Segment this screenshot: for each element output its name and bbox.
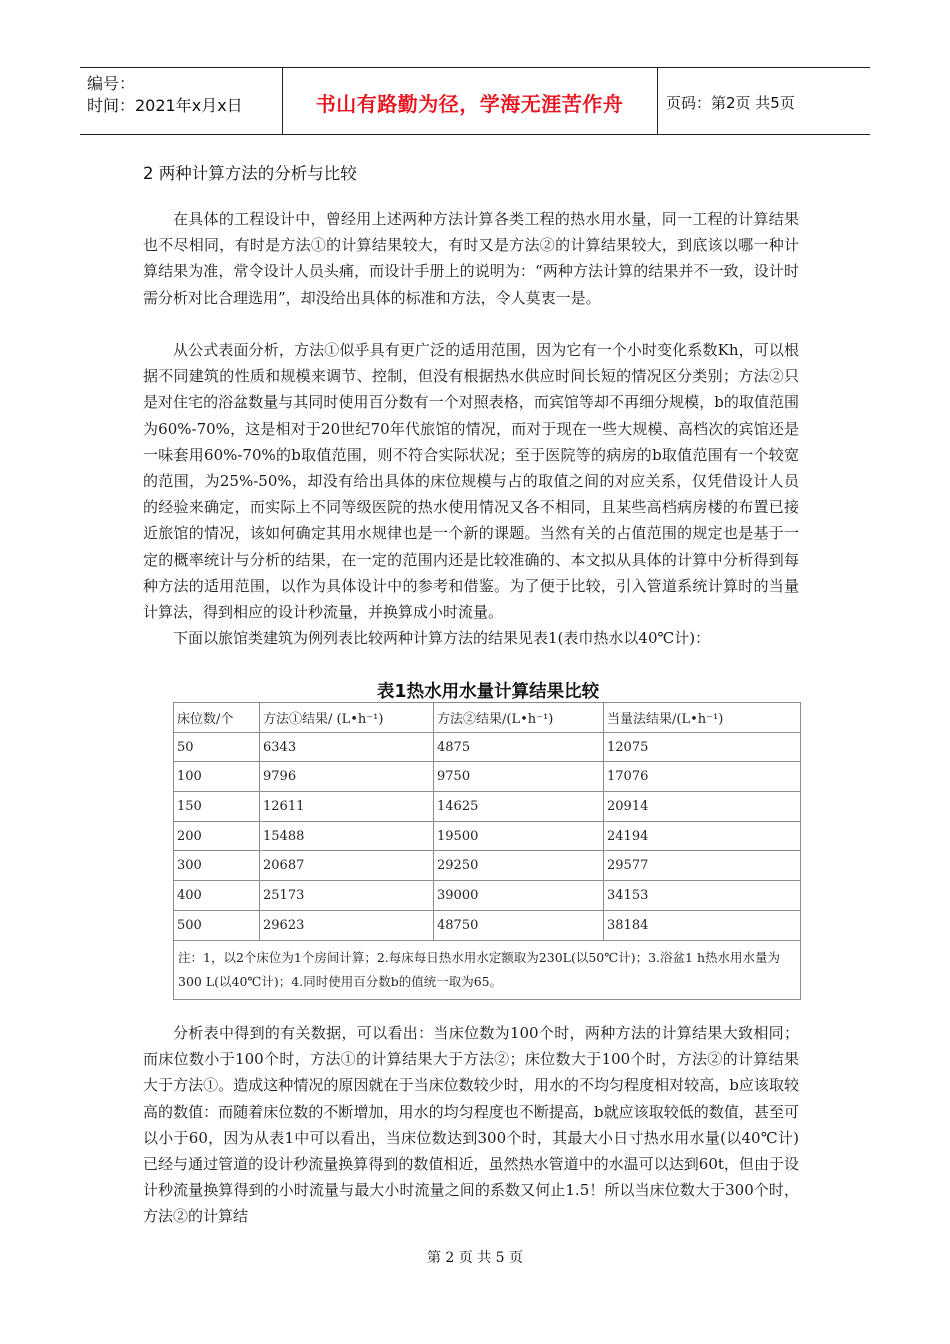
table-note: 注：1，以2个床位为1个房间计算；2.每床每日热水用水定额取为230L(以50℃计)；3.浴盆1 h热水用水量为300 L(以40℃计)；4.同时使用百分数b的值统一取为65。	[174, 940, 801, 999]
table-cell: 17076	[604, 762, 801, 792]
paragraph-3: 下面以旅馆类建筑为例列表比较两种计算方法的结果见表1(表巾热水以40℃计)：	[173, 629, 711, 647]
table-cell: 20687	[260, 851, 434, 881]
table-row	[174, 881, 801, 911]
table-cell: 150	[174, 792, 260, 822]
table-header-cell: 方法②结果/(L•h⁻¹)	[434, 703, 604, 733]
table-cell: 100	[174, 762, 260, 792]
section-title: 2 两种计算方法的分析与比较	[143, 164, 357, 183]
document-number-label: 编号：	[87, 74, 136, 93]
paragraph-4: 分析表中得到的有关数据，可以看出：当床位数为100个时，两种方法的计算结果大致相同；而床位数小于100个时，方法①的计算结果大于方法②；床位数大于100个时，方法②的计算结果大于方法①。造成这种情况的原因就在于当床位数较少时，用水的不均匀程度相对较高，b应该取较高的数值：而随着床位数的不断增加，用水的均匀程度也不断提高，b就应该取较低的数值，甚至可以小于60，因为从表1中可以看出，当床位数达到300个时，其最大小日寸热水用水量(以40℃计)已经与通过管道的设计秒流量换算得到的数值相近，虽然热水管道中的水温可以达到60t，但由于设计秒流量换算得到的小时流量与最大小时流量之间的系数又何止1.5！所以当床位数大于300个时，方法②的计算结	[143, 1024, 799, 1226]
paragraph-2: 从公式表面分析，方法①似乎具有更广泛的适用范围，因为它有一个小时变化系数Kh，可以根据不同建筑的性质和规模来调节、控制，但没有根据热水供应时间长短的情况区分类别；方法②只是对住宅的浴盆数量与其同时使用百分数有一个对照表格，而宾馆等却不再细分规模，b的取值范围为60%-70%，这是相对于20世纪70年代旅馆的情况，而对于现在一些大规模、高档次的宾馆还是一味套用60%-70%的b取值范围，则不符合实际状况；至于医院等的病房的b取值范围有一个较宽的范围，为25%-50%，却没有给出具体的床位规模与占的取值之间的对应关系，仅凭借设计人员的经验来确定，而实际上不同等级医院的热水使用情况又各不相同，且某些高档病房楼的布置已接近旅馆的情况，该如何确定其用水规律也是一个新的课题。当然有关的占值范围的规定也是基于一定的概率统计与分析的结果，在一定的范围内还是比较准确的、本文拟从具体的计算中分析得到每种方法的适用范围，以作为具体设计中的参考和借鉴。为了便于比较，引入管道系统计算时的当量计算法，得到相应的设计秒流量，并换算成小时流量。	[143, 341, 799, 622]
table-cell: 25173	[260, 881, 434, 911]
table-row	[174, 792, 801, 822]
header-bottom-rule	[80, 134, 870, 135]
table-note-row	[174, 940, 801, 999]
table-cell: 12075	[604, 732, 801, 762]
table-cell: 20914	[604, 792, 801, 822]
table-cell: 15488	[260, 821, 434, 851]
table-cell: 400	[174, 881, 260, 911]
table-cell: 29577	[604, 851, 801, 881]
table-row	[174, 821, 801, 851]
table-cell: 14625	[434, 792, 604, 822]
header-motto: 书山有路勤为径，学海无涯苦作舟	[315, 92, 624, 116]
header-meta	[87, 73, 243, 117]
table-cell: 24194	[604, 821, 801, 851]
table-cell: 9796	[260, 762, 434, 792]
table-row	[174, 732, 801, 762]
page-footer: 第 2 页 共 5 页	[426, 1250, 524, 1266]
header-top-rule	[80, 67, 870, 68]
table-header-cell: 方法①结果/ (L•h⁻¹)	[260, 703, 434, 733]
table-cell: 6343	[260, 732, 434, 762]
table-row	[174, 851, 801, 881]
table-cell: 48750	[434, 910, 604, 940]
table-cell: 12611	[260, 792, 434, 822]
header-divider-right	[657, 67, 658, 134]
table-title: 表1热水用水量计算结果比较	[376, 682, 600, 702]
table-cell: 19500	[434, 821, 604, 851]
results-table	[173, 702, 801, 1000]
paragraph-1: 在具体的工程设计中，曾经用上述两种方法计算各类工程的热水用水量，同一工程的计算结果也不尽相同，有时是方法①的计算结果较大，有时又是方法②的计算结果较大，到底该以哪一种计算结果为准，常令设计人员头痛，而设计手册上的说明为：“两种方法计算的结果并不一致，设计时需分析对比合理选用”，却没给出具体的标准和方法，令人莫衷一是。	[143, 210, 799, 307]
table-header-row	[174, 703, 801, 733]
table-cell: 29250	[434, 851, 604, 881]
header-page-info: 页码：第2页 共5页	[666, 94, 795, 112]
table-cell: 4875	[434, 732, 604, 762]
table-cell: 39000	[434, 881, 604, 911]
table-cell: 38184	[604, 910, 801, 940]
table-cell: 50	[174, 732, 260, 762]
table-cell: 200	[174, 821, 260, 851]
table-row	[174, 762, 801, 792]
table-cell: 9750	[434, 762, 604, 792]
table-cell: 300	[174, 851, 260, 881]
document-time-label: 时间：2021年x月x日	[87, 96, 243, 115]
table-header-cell: 当量法结果/(L•h⁻¹)	[604, 703, 801, 733]
table-cell: 500	[174, 910, 260, 940]
table-cell: 34153	[604, 881, 801, 911]
table-row	[174, 910, 801, 940]
table-header-cell: 床位数/个	[174, 703, 260, 733]
table-cell: 29623	[260, 910, 434, 940]
